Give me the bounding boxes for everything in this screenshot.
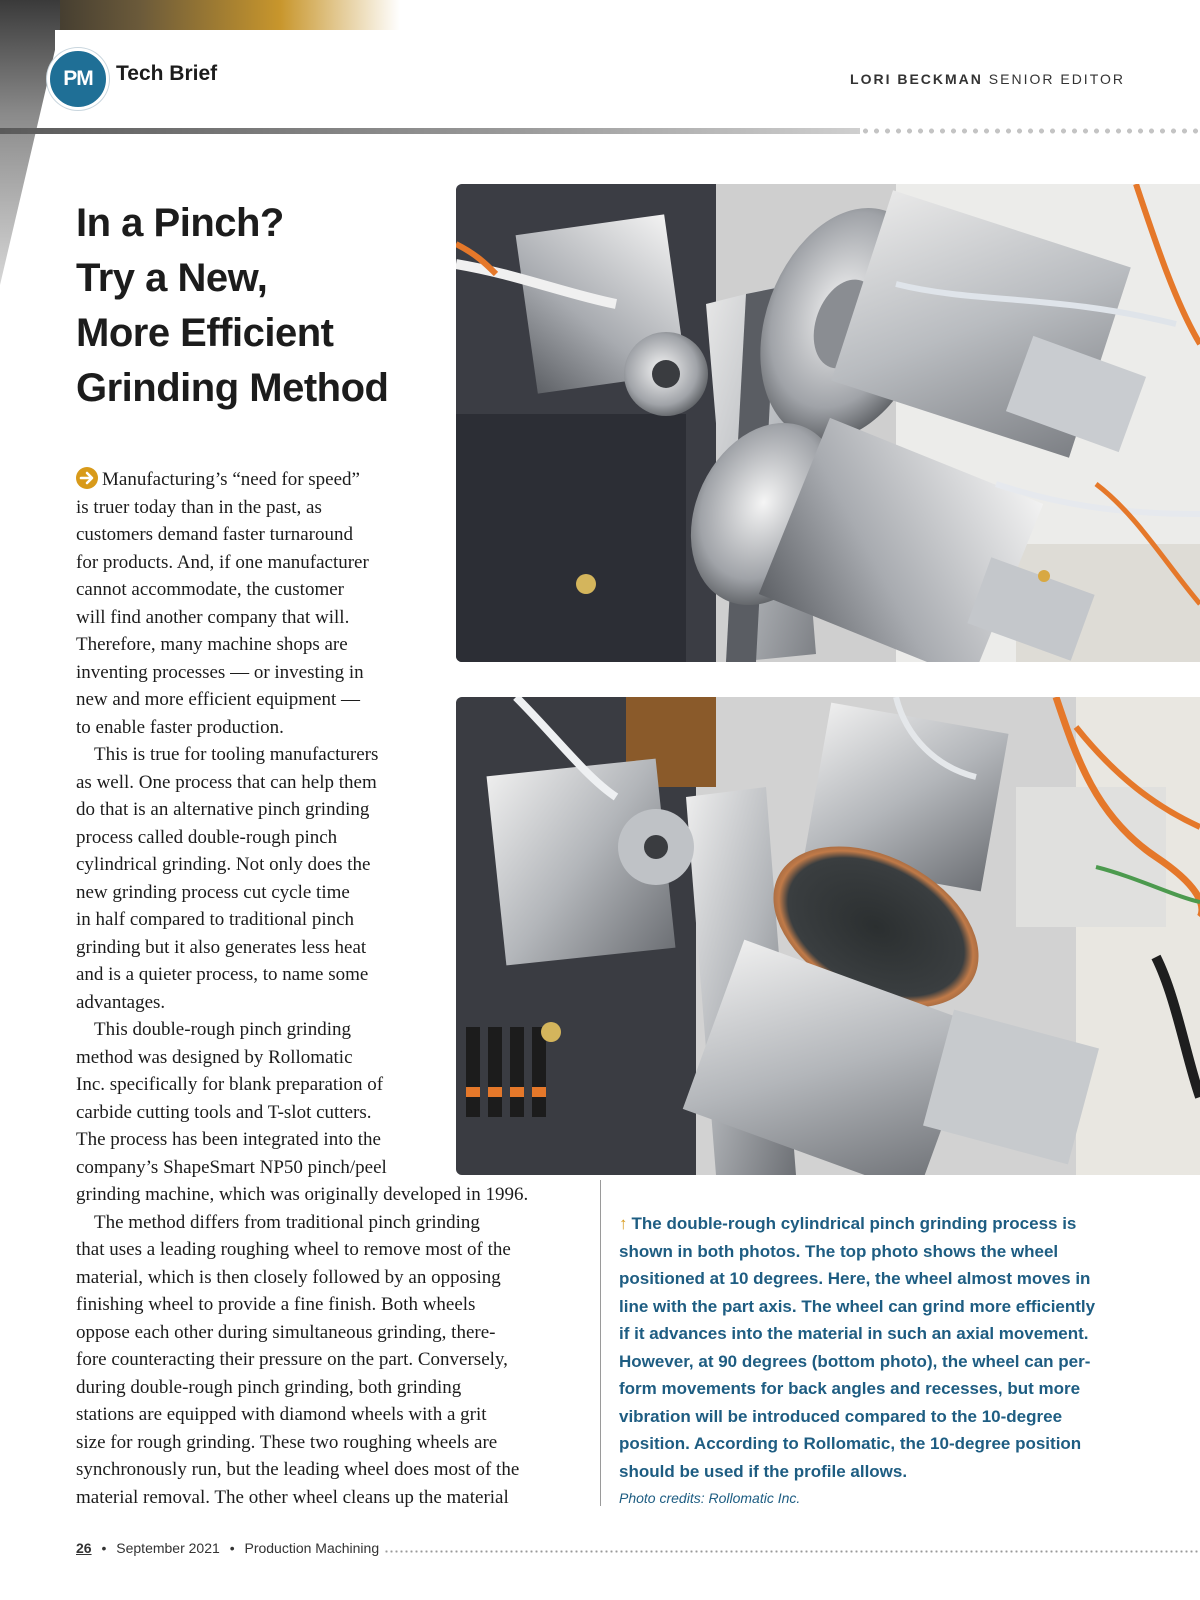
text-line: cannot accommodate, the customer	[76, 579, 345, 600]
caption-line: line with the part axis. The wheel can grind more efficiently	[619, 1296, 1096, 1316]
paragraph	[76, 1209, 528, 1512]
caption-line: if it advances into the material in such an axial movement.	[619, 1324, 1089, 1343]
header-side-wedge	[0, 0, 60, 285]
text-line: do that is an alternative pinch grinding	[76, 799, 370, 820]
text-line: carbide cutting tools and T-slot cutters.	[76, 1101, 372, 1123]
text-line: to enable faster production.	[76, 716, 284, 738]
header-rule-dots	[860, 128, 1200, 134]
header-rule	[0, 128, 860, 134]
byline	[850, 71, 1125, 87]
machine-photo-top	[456, 184, 1200, 662]
text-line: finishing wheel to provide a fine finish. Both wheels	[76, 1294, 476, 1315]
caption-line: shown in both photos. The top photo shows the wheel	[619, 1241, 1059, 1261]
text-line: new and more efficient equipment —	[76, 689, 361, 710]
footer-separator: •	[229, 1540, 235, 1556]
text-line: new grinding process cut cycle time	[76, 881, 350, 903]
text-line: synchronously run, but the leading wheel does most of the	[76, 1459, 520, 1480]
text-line: size for rough grinding. These two roughing wheels are	[76, 1431, 498, 1453]
text-line: material, which is then closely followed by an opposing	[76, 1266, 501, 1288]
text-line: inventing processes — or investing in	[76, 661, 364, 683]
text-line: customers demand faster turnaround	[76, 524, 353, 545]
page-number: 26	[76, 1540, 92, 1556]
author-name: LORI BECKMAN	[850, 71, 983, 87]
text-line: The process has been integrated into the	[76, 1129, 381, 1150]
caption-line-content: The double-rough cylindrical pinch grinding process is	[631, 1214, 1077, 1233]
text-line: grinding machine, which was originally developed in 1996.	[76, 1184, 529, 1205]
text-line: The method differs from traditional pinch grinding	[94, 1211, 480, 1233]
headline-line: More Efficient	[76, 311, 334, 355]
issue-date: September 2021	[116, 1540, 220, 1556]
caption-line: position. According to Rollomatic, the 10-degree position	[619, 1434, 1082, 1453]
caption-line: vibration will be introduced compared to the 10-degree	[619, 1406, 1063, 1426]
publication-name: Production Machining	[244, 1540, 380, 1556]
text-line: This double-rough pinch grinding	[94, 1019, 351, 1040]
photo-credits: Photo credits: Rollomatic Inc.	[619, 1490, 801, 1506]
text-line: that uses a leading roughing wheel to remove most of the	[76, 1239, 511, 1260]
caption-line: However, at 90 degrees (bottom photo), the wheel can per-	[619, 1351, 1091, 1371]
caption-line: form movements for back angles and recesses, but more	[619, 1379, 1081, 1398]
text-line: and is a quieter process, to name some	[76, 964, 369, 985]
header-gradient-strip	[0, 0, 400, 30]
text-line-content: Manufacturing’s “need for speed”	[102, 469, 360, 490]
section-label: Tech Brief	[116, 62, 218, 85]
photo-caption	[619, 1210, 1095, 1485]
text-line: company’s ShapeSmart NP50 pinch/peel	[76, 1156, 387, 1178]
text-line: Therefore, many machine shops are	[76, 634, 348, 655]
caption-line	[619, 1210, 1095, 1238]
caption-line: should be used if the profile allows.	[619, 1461, 908, 1481]
text-line: grinding but it also generates less heat	[76, 936, 367, 958]
headline-line: In a Pinch?	[76, 201, 284, 245]
article-headline	[76, 196, 436, 416]
text-line: fore counteracting their pressure on the part. Conversely,	[76, 1349, 508, 1370]
text-line: cylindrical grinding. Not only does the	[76, 854, 371, 875]
footer-separator: •	[101, 1540, 107, 1556]
author-title: SENIOR EDITOR	[988, 71, 1125, 87]
text-line: as well. One process that can help them	[76, 771, 377, 793]
caption-divider	[600, 1180, 601, 1506]
text-line: Inc. specifically for blank preparation of	[76, 1074, 384, 1095]
headline-line: Try a New,	[76, 256, 268, 300]
page-footer	[76, 1540, 379, 1556]
text-line: stations are equipped with diamond wheels with a grit	[76, 1404, 487, 1425]
caption-line: positioned at 10 degrees. Here, the wheel almost moves in	[619, 1269, 1091, 1288]
arrow-right-circle-icon	[76, 467, 98, 489]
text-line: oppose each other during simultaneous grinding, there-	[76, 1321, 496, 1343]
machine-photo-bottom	[456, 697, 1200, 1175]
text-line: process called double-rough pinch	[76, 826, 338, 848]
text-line: method was designed by Rollomatic	[76, 1046, 353, 1068]
headline-line: Grinding Method	[76, 366, 389, 410]
text-line: in half compared to traditional pinch	[76, 909, 355, 930]
text-line: during double-rough pinch grinding, both grinding	[76, 1376, 462, 1398]
text-line: This is true for tooling manufacturers	[94, 744, 379, 765]
text-line: will find another company that will.	[76, 606, 350, 628]
pm-logo-badge: PM	[47, 48, 109, 110]
text-line: material removal. The other wheel cleans up the material	[76, 1486, 509, 1508]
text-line: is truer today than in the past, as	[76, 496, 322, 518]
text-line: for products. And, if one manufacturer	[76, 551, 369, 573]
arrow-up-icon: ↑	[619, 1214, 628, 1233]
footer-dotted-rule	[384, 1550, 1200, 1553]
text-line: advantages.	[76, 991, 166, 1013]
